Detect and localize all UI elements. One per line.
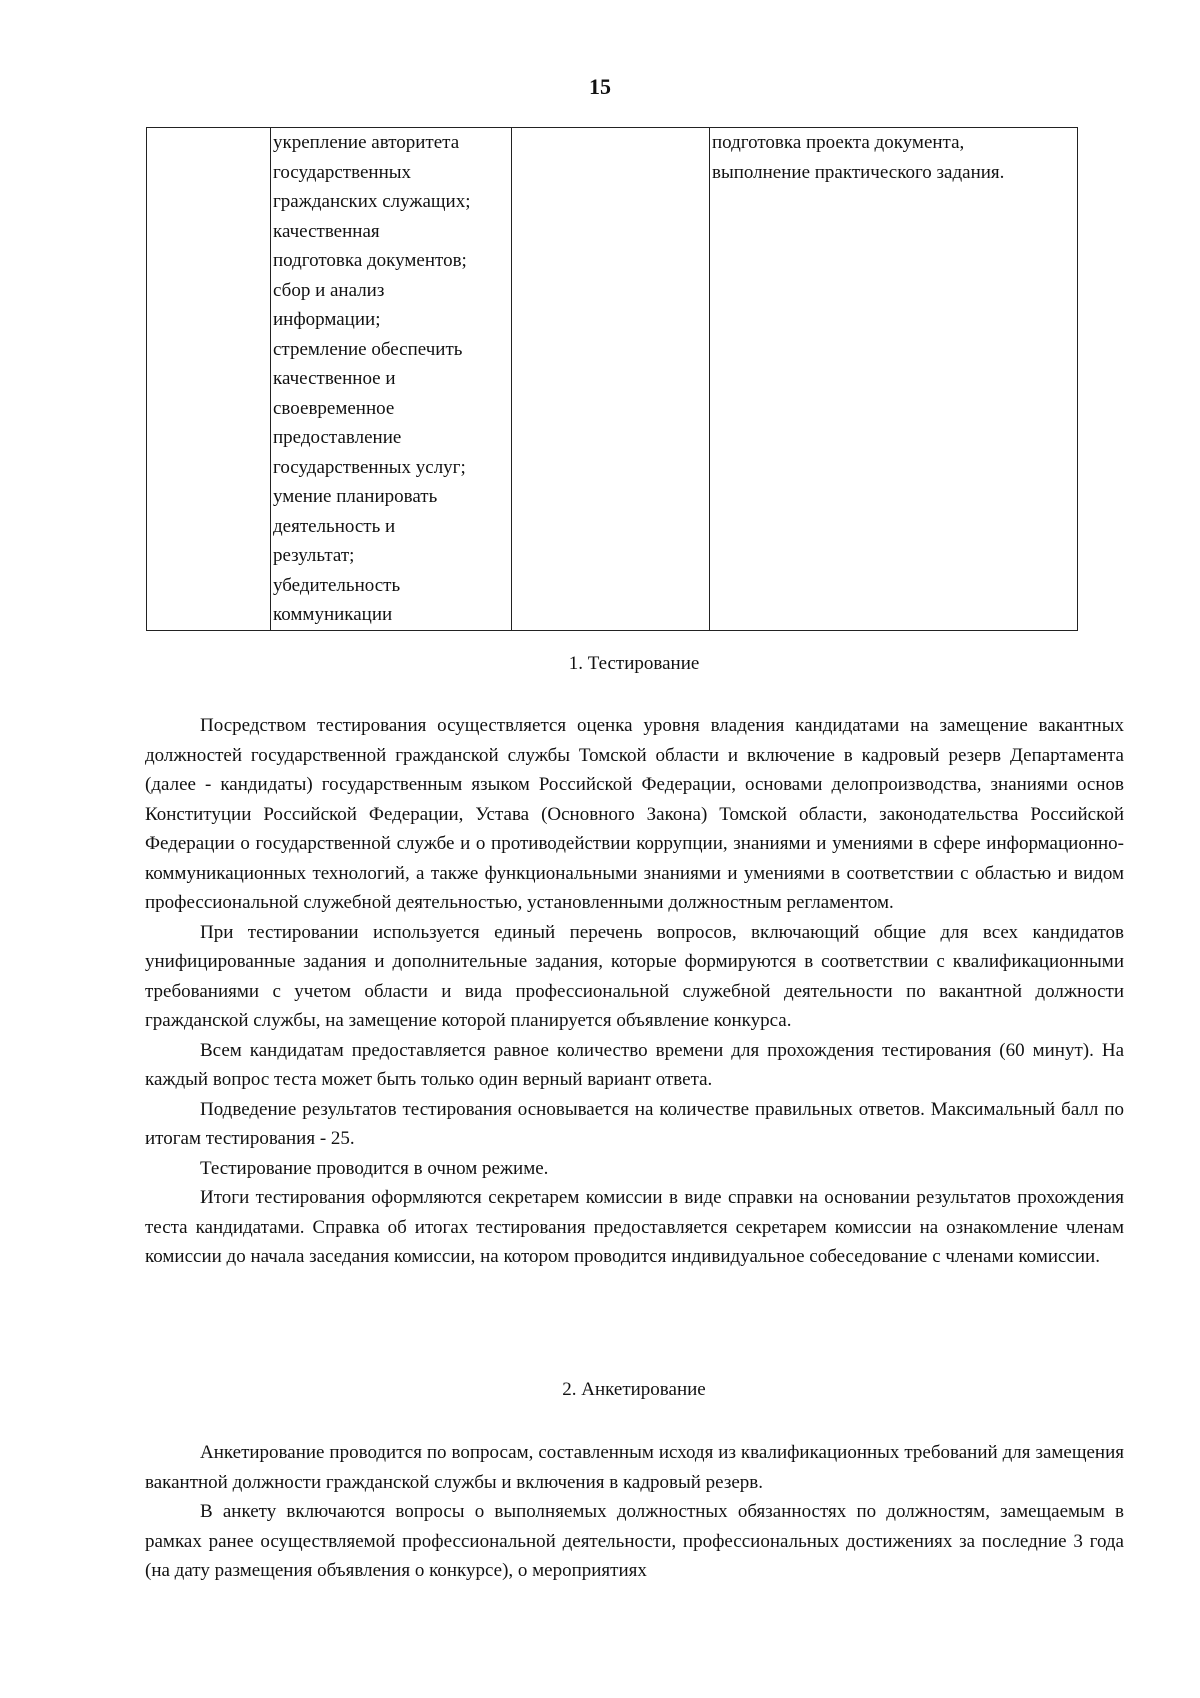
paragraph: Тестирование проводится в очном режиме. bbox=[200, 1157, 549, 1179]
paragraph: Подведение результатов тестирования основывается на количестве правильных ответов. Максимальный балл по итогам тестирования - 25. bbox=[145, 1098, 1124, 1149]
cell-line: качественная bbox=[273, 220, 380, 242]
table-row bbox=[147, 128, 1078, 631]
paragraph: Посредством тестирования осуществляется оценка уровня владения кандидатами на замещение вакантных должностей государственной гражданской службы Томской области и включение в кадровый резерв Департамента (далее - кандидаты) государственным языком Российской Федерации, основами делопроизводства, знаниями основ Конституции Российской Федерации, Устава (Основного Закона) Томской области, законодательства Российской Федерации о государственной службе и о противодействии коррупции, знаниями и умениями в сфере информационно-коммуникационных технологий, а также функциональными знаниями и умениями в соответствии с областью и видом профессиональной служебной деятельностью, установленными должностным регламентом. bbox=[145, 715, 1124, 913]
paragraph: Анкетирование проводится по вопросам, составленным исходя из квалификационных требований для замещения вакантной должности гражданской службы и включения в кадровый резерв. bbox=[145, 1442, 1124, 1493]
section-title-testing: 1. Тестирование bbox=[568, 653, 700, 674]
table-cell-empty-1 bbox=[147, 128, 271, 631]
cell-line: государственных услуг; bbox=[273, 456, 466, 478]
cell-line: стремление обеспечить bbox=[273, 338, 463, 360]
cell-line: выполнение практического задания. bbox=[712, 161, 1005, 183]
cell-line: результат; bbox=[273, 545, 355, 566]
paragraph: В анкету включаются вопросы о выполняемых должностных обязанностях по должностям, замещаемым в рамках ранее осуществляемой профессиональной деятельности, профессиональных достижениях за последние 3 года (на дату размещения объявления о конкурсе), о мероприятиях bbox=[145, 1501, 1124, 1581]
questionnaire-text bbox=[145, 1438, 1124, 1586]
cell-line: сбор и анализ bbox=[273, 279, 385, 301]
page-number: 15 bbox=[589, 74, 611, 99]
table-cell-empty-3 bbox=[512, 128, 710, 631]
table-cell-methods bbox=[710, 128, 1078, 631]
table-cell-qualities bbox=[271, 128, 512, 631]
paragraph: Всем кандидатам предоставляется равное количество времени для прохождения тестирования (60 минут). На каждый вопрос теста может быть только один верный вариант ответа. bbox=[145, 1039, 1124, 1090]
cell-line: предоставление bbox=[273, 427, 402, 448]
cell-line: гражданских служащих; bbox=[273, 191, 471, 212]
cell-line: подготовка документов; bbox=[273, 250, 467, 271]
cell-line: коммуникации bbox=[273, 604, 393, 625]
cell-line: умение планировать bbox=[273, 486, 438, 507]
cell-line: подготовка проекта документа, bbox=[712, 132, 965, 153]
cell-line: убедительность bbox=[273, 574, 401, 596]
cell-line: укрепление авторитета bbox=[273, 132, 460, 153]
cell-line: своевременное bbox=[273, 397, 395, 419]
cell-line: деятельность и bbox=[273, 515, 396, 537]
cell-line: информации; bbox=[273, 309, 381, 330]
section-title-questionnaire: 2. Анкетирование bbox=[562, 1379, 706, 1400]
paragraph: При тестировании используется единый перечень вопросов, включающий общие для всех кандидатов унифицированные задания и дополнительные задания, которые формируются в соответствии с квалификационными требованиями с учетом области и вида профессиональной служебной деятельности по вакантной должности гражданской службы, на замещение которой планируется объявление конкурса. bbox=[145, 921, 1124, 1031]
paragraph: Итоги тестирования оформляются секретарем комиссии в виде справки на основании результатов прохождения теста кандидатами. Справка об итогах тестирования предоставляется секретарем комиссии на ознакомление членам комиссии до начала заседания комиссии, на котором проводится индивидуальное собеседование с членами комиссии. bbox=[145, 1187, 1124, 1267]
competence-table bbox=[146, 127, 1078, 631]
testing-text bbox=[145, 711, 1124, 1272]
cell-line: качественное и bbox=[273, 368, 396, 389]
cell-line: государственных bbox=[273, 161, 412, 183]
